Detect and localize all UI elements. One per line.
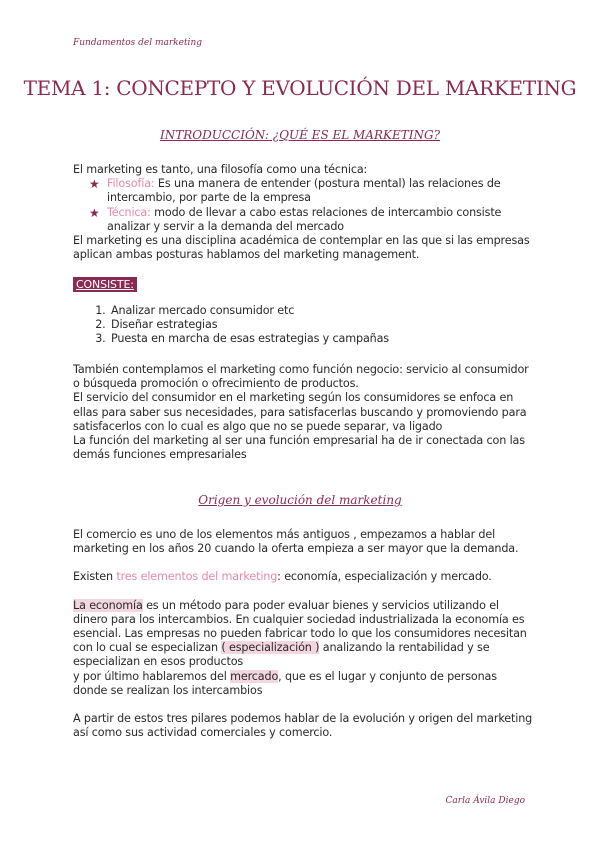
list-item: 1. Analizar mercado consumidor etc (109, 304, 533, 318)
paragraph (73, 670, 533, 698)
page-title: TEMA 1: CONCEPTO Y EVOLUCIÓN DEL MARKETING (23, 76, 577, 100)
highlight-three-elements: tres elementos del marketing (116, 570, 278, 584)
text: Existen (73, 570, 117, 584)
business-function-section (73, 363, 533, 462)
bullet-term: Técnica: (107, 205, 151, 219)
consiste-section (73, 277, 533, 292)
text: : economía, especialización y mercado. (277, 570, 492, 584)
bullet-philosophy (73, 177, 533, 205)
paragraph: La función del marketing al ser una función empresarial ha de ir conectada con las demás funciones empresariales (73, 434, 525, 462)
intro-lead: El marketing es tanto, una filosofía como una técnica: (73, 163, 368, 176)
list-item: 3. Puesta en marcha de esas estrategias y campañas (109, 332, 533, 346)
bullet-text: Es una manera de entender (postura mental) las relaciones de intercambio, por parte de la empresa (107, 177, 501, 205)
paragraph: A partir de estos tres pilares podemos hablar de la evolución y origen del marketing así como sus actividad comerciales y comercio. (73, 712, 533, 740)
consiste-label: CONSISTE: (73, 277, 137, 292)
paragraph: El servicio del consumidor en el marketing según los consumidores se enfoca en ellas para saber sus necesidades, para satisfacerlas buscando y promoviendo para satisfacerlos con lo cual es algo que no se puede separar, va ligado (73, 391, 527, 433)
origin-section (73, 528, 533, 740)
intro-after: El marketing es una disciplina académica de contemplar en las que si las empresas aplican ambas posturas hablamos del marketing management. (73, 234, 530, 262)
consiste-list (73, 304, 533, 347)
paragraph: También contemplamos el marketing como función negocio: servicio al consumidor o búsqueda promoción o ofrecimiento de productos. (73, 363, 529, 391)
paragraph (73, 599, 533, 670)
bullet-term: Filosofía: (107, 177, 155, 191)
paragraph (73, 570, 533, 584)
star-icon: ★ (89, 205, 100, 220)
course-header: Fundamentos del marketing (73, 38, 202, 48)
text: y por último hablaremos del (73, 669, 231, 683)
intro-heading: INTRODUCCIÓN: ¿QUÉ ES EL MARKETING? (160, 128, 440, 142)
intro-section (73, 163, 533, 262)
text: es un método para poder evaluar bienes y servicios utilizando el dinero para los intercambios. En cualquier sociedad industrializada la economía es esencial. Las empresas no pueden fabricar todo lo que los consumidores necesitan con lo cual se especializan (73, 598, 527, 655)
highlight-economy: La economía (73, 598, 143, 612)
author-footer: Carla Ávila Diego (445, 796, 525, 806)
text: , que es el lugar y conjunto de personas donde se realizan los intercambios (73, 669, 497, 697)
origin-heading: Origen y evolución del marketing (198, 493, 402, 507)
star-icon: ★ (89, 177, 100, 192)
bullet-technique (73, 206, 533, 234)
text: analizando la rentabilidad y se especializan en esos productos (73, 641, 490, 669)
highlight-market: mercado (230, 669, 279, 683)
list-item: 2. Diseñar estrategias (109, 318, 533, 332)
highlight-specialization: ( especialización ) (221, 641, 320, 655)
consiste-list-block (73, 304, 533, 347)
bullet-text: modo de llevar a cabo estas relaciones de intercambio consiste analizar y servir a la demanda del mercado (107, 205, 502, 233)
paragraph: El comercio es uno de los elementos más antiguos , empezamos a hablar del marketing en los años 20 cuando la oferta empieza a ser mayor que la demanda. (73, 528, 519, 556)
